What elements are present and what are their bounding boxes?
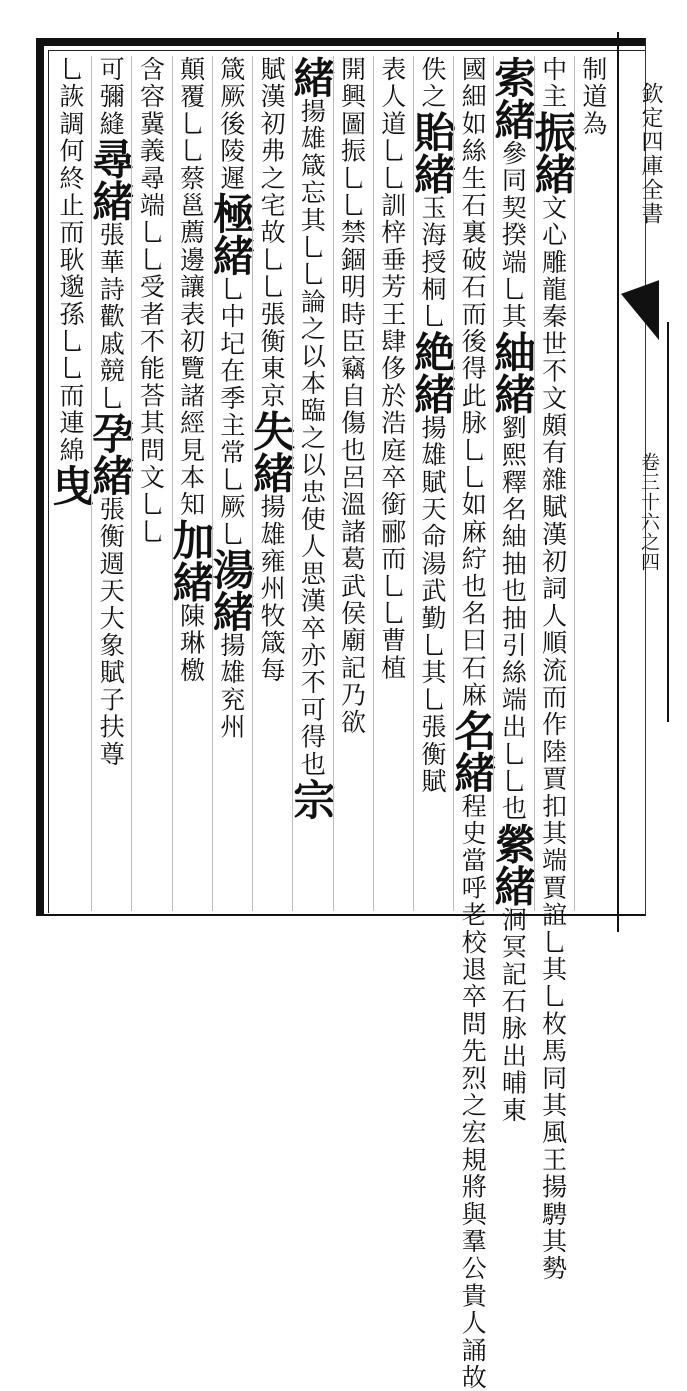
entry-text: 揚雄箴忘其乚乚論之以本臨之以忠使人思漢卒亦不可得也: [297, 98, 327, 778]
headword: 宗: [287, 778, 337, 820]
entry-text: 中主: [538, 56, 568, 111]
entry-text: 張華詩歡戚競乚: [96, 221, 126, 413]
entry-text: 揚雄兖州: [216, 632, 246, 741]
text-column: [407, 56, 457, 911]
headword: 貽緒: [407, 110, 457, 195]
entry-text: 箴厥後陵遲: [216, 56, 246, 192]
entry-text: 文乚乚: [136, 464, 166, 546]
headword: 縈緒: [488, 822, 538, 907]
headword: 振緒: [528, 110, 578, 195]
entry-text: 王肆侈於浩庭卒銜郦而乚乚曹植: [377, 300, 407, 682]
text-body: [46, 56, 612, 1391]
volume-number: 卷三十六之四: [638, 452, 660, 572]
headword: 絶緒: [407, 330, 457, 415]
entry-text: 文心雕龍秦世不文頗有雜賦漢初詞人順流而作陸賈扣其端賈誼乚其乚枚馬同其風王揚騁其勢: [538, 194, 568, 1283]
entry-text: 開興圖振乚乚禁錮明時臣竊自傷也呂溫諸葛武侯廟記乃欲: [337, 56, 367, 736]
text-column: [373, 56, 411, 911]
text-column: [206, 56, 256, 911]
entry-text: 乚詼調何終止: [56, 56, 85, 220]
entry-text: 佚之: [417, 56, 447, 111]
entry-text: 制道為: [578, 56, 608, 138]
entry-text: 可彌縫: [96, 56, 126, 138]
text-column: [448, 56, 498, 1391]
entry-text: 義尋端乚乚受者不能荅其問: [136, 137, 166, 465]
entry-text: 在季主常乚厥乚: [216, 357, 246, 549]
text-column: [287, 56, 337, 911]
entry-text: 陳琳檄: [176, 602, 206, 685]
text-column: [86, 56, 136, 911]
text-column: [247, 56, 297, 911]
entry-text: 洞冥記石脉出晡東: [498, 906, 528, 1125]
text-column: [488, 56, 538, 1125]
side-tab: [617, 32, 687, 942]
text-column: [528, 56, 578, 1283]
headword: 紬緒: [488, 330, 538, 415]
headword: 索緒: [488, 56, 538, 140]
fish-tail-mark: [621, 280, 659, 354]
text-column: [46, 56, 95, 911]
headword: 曳: [46, 464, 95, 507]
text-column: [166, 56, 216, 911]
text-column: [131, 56, 169, 911]
entry-text: 顛覆乚乚: [176, 56, 206, 165]
text-column: [574, 56, 612, 911]
entry-text: 含容冀: [136, 56, 166, 138]
entry-text: 而耿邈孫乚乚而連綿: [56, 219, 85, 465]
headword: 孕緒: [86, 412, 136, 497]
entry-text: 張衡週天大象賦子扶尊: [96, 496, 126, 769]
headword: 湯緒: [206, 548, 256, 633]
entry-text: 揚雄雍州牧箴每: [257, 493, 287, 685]
entry-text: 表人道乚乚訓梓垂芳: [377, 56, 407, 301]
entry-text: 程史當呼老校退卒問先烈之宏規將與羣公貴人誦故: [458, 792, 488, 1391]
entry-text: 參同契揆端乚其: [498, 140, 528, 331]
headword: 緒: [287, 56, 337, 98]
headword: 尋緒: [86, 137, 136, 222]
entry-text: 揚雄賦天命湯武勤乚其乚張衡賦: [417, 414, 447, 796]
entry-text: 劉熙釋名紬抽也抽引絲端出乚乚也: [498, 414, 528, 823]
text-column: [333, 56, 371, 911]
headword: 名緒: [448, 708, 498, 793]
entry-text: 國細如絲生石裏破石而後得此脉乚乚如麻紵也名曰石麻: [458, 56, 488, 709]
book-title: 欽定四庫全書: [638, 82, 663, 226]
side-tab-rule-inner: [667, 322, 669, 722]
entry-text: 賦漢初弗之宅故乚乚張衡東京: [257, 56, 287, 410]
headword: 極緒: [206, 192, 256, 276]
headword: 失緒: [247, 409, 297, 494]
entry-text: 乚中圮: [216, 276, 246, 358]
headword: 加緒: [166, 518, 216, 603]
entry-text: 玉海授桐乚: [417, 194, 447, 331]
entry-text: 蔡邕薦邊讓表初覽諸經見本知: [176, 164, 206, 519]
side-tab-rule: [617, 32, 619, 932]
